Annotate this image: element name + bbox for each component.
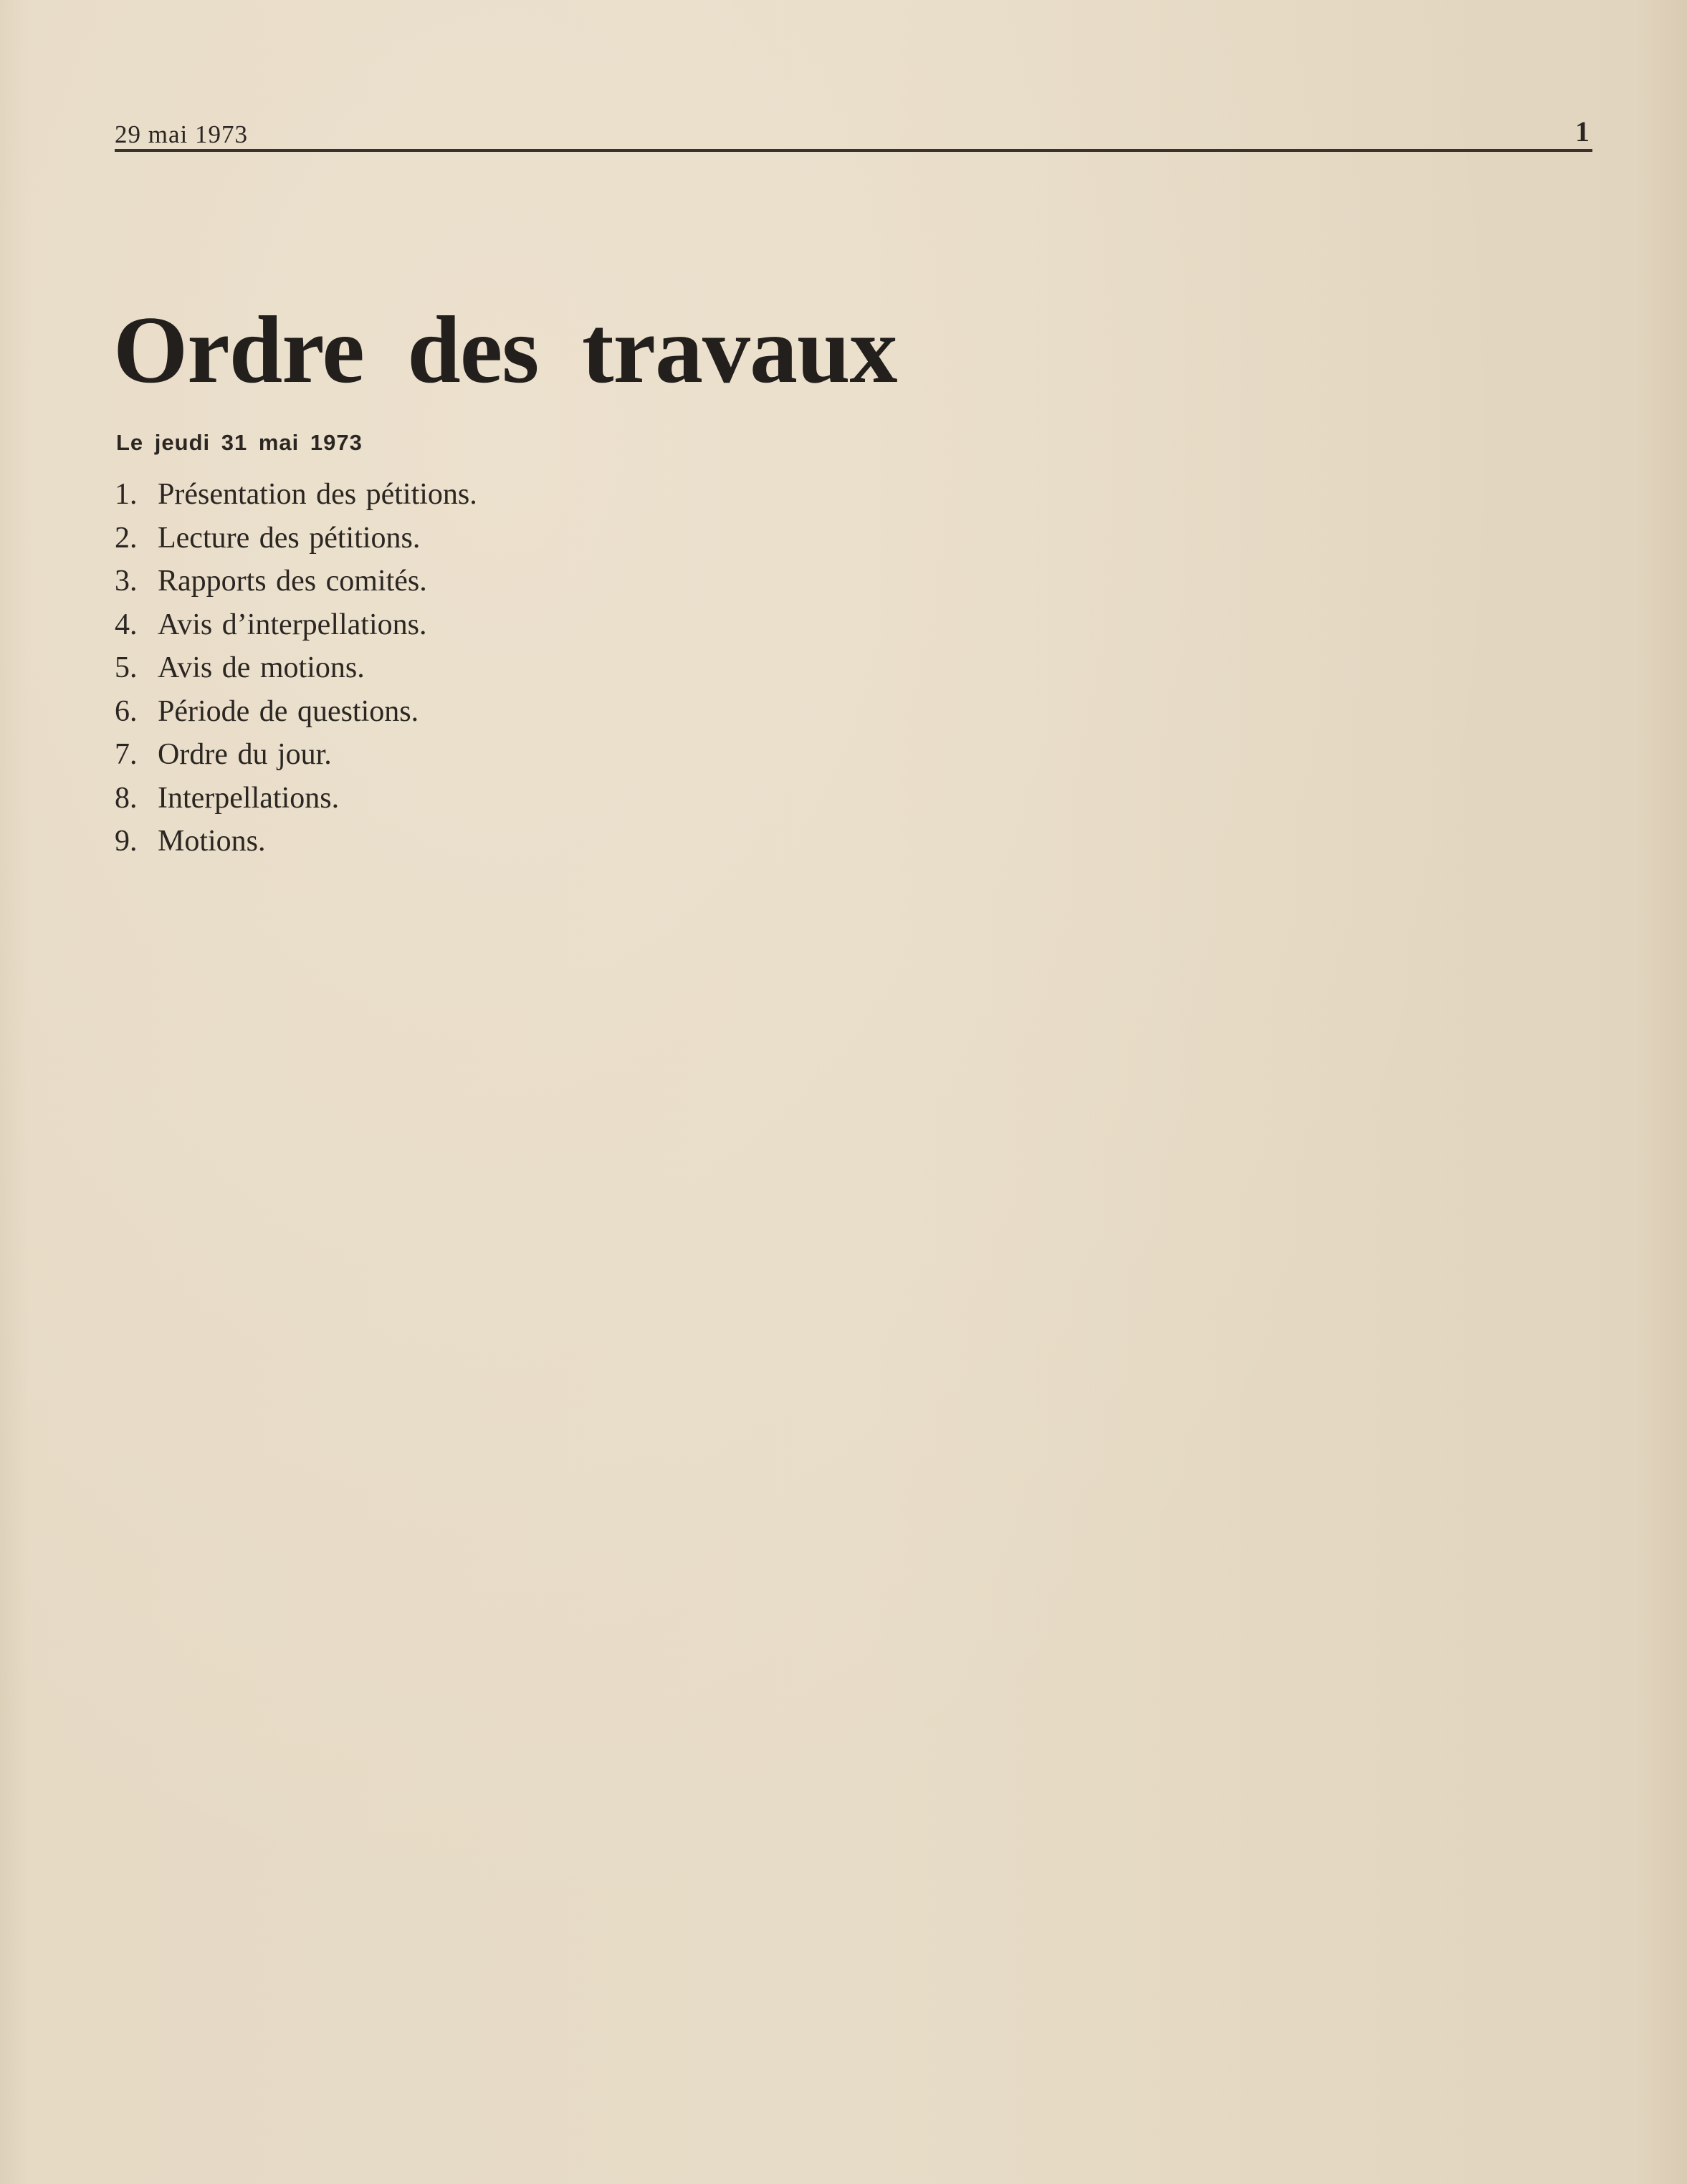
agenda-item-label: Présentation des pétitions.: [158, 478, 477, 511]
agenda-item-number: 8.: [115, 781, 138, 815]
agenda-item-label: Lecture des pétitions.: [158, 521, 421, 555]
agenda-item-number: 6.: [115, 694, 138, 728]
agenda-item: [115, 733, 477, 777]
header-date: 29 mai 1973: [115, 120, 248, 148]
agenda-item-number: 4.: [115, 608, 138, 641]
agenda-item-label: Avis d’interpellations.: [158, 608, 427, 641]
agenda-item-number: 3.: [115, 565, 138, 598]
agenda-item-number: 1.: [115, 478, 138, 511]
agenda-item: [115, 517, 477, 560]
agenda-item-label: Période de questions.: [158, 694, 419, 728]
page-number: 1: [1575, 115, 1590, 148]
agenda-item: [115, 560, 477, 603]
agenda-item-label: Motions.: [158, 825, 266, 858]
agenda-item-number: 7.: [115, 738, 138, 771]
agenda-item-number: 2.: [115, 521, 138, 555]
agenda-item-label: Ordre du jour.: [158, 738, 332, 771]
page-title: Ordre des travaux: [113, 297, 897, 403]
agenda-item-label: Avis de motions.: [158, 651, 365, 684]
agenda-list: [115, 473, 477, 863]
page-header: [115, 115, 1592, 152]
agenda-item-label: Rapports des comités.: [158, 565, 427, 598]
agenda-item: [115, 603, 477, 647]
agenda-item-number: 5.: [115, 651, 138, 684]
agenda-item: [115, 820, 477, 863]
agenda-item: [115, 777, 477, 820]
session-date: Le jeudi 31 mai 1973: [116, 430, 363, 455]
agenda-item-number: 9.: [115, 825, 138, 858]
agenda-item-label: Interpellations.: [158, 781, 340, 815]
agenda-item: [115, 473, 477, 517]
agenda-item: [115, 646, 477, 690]
agenda-item: [115, 690, 477, 734]
